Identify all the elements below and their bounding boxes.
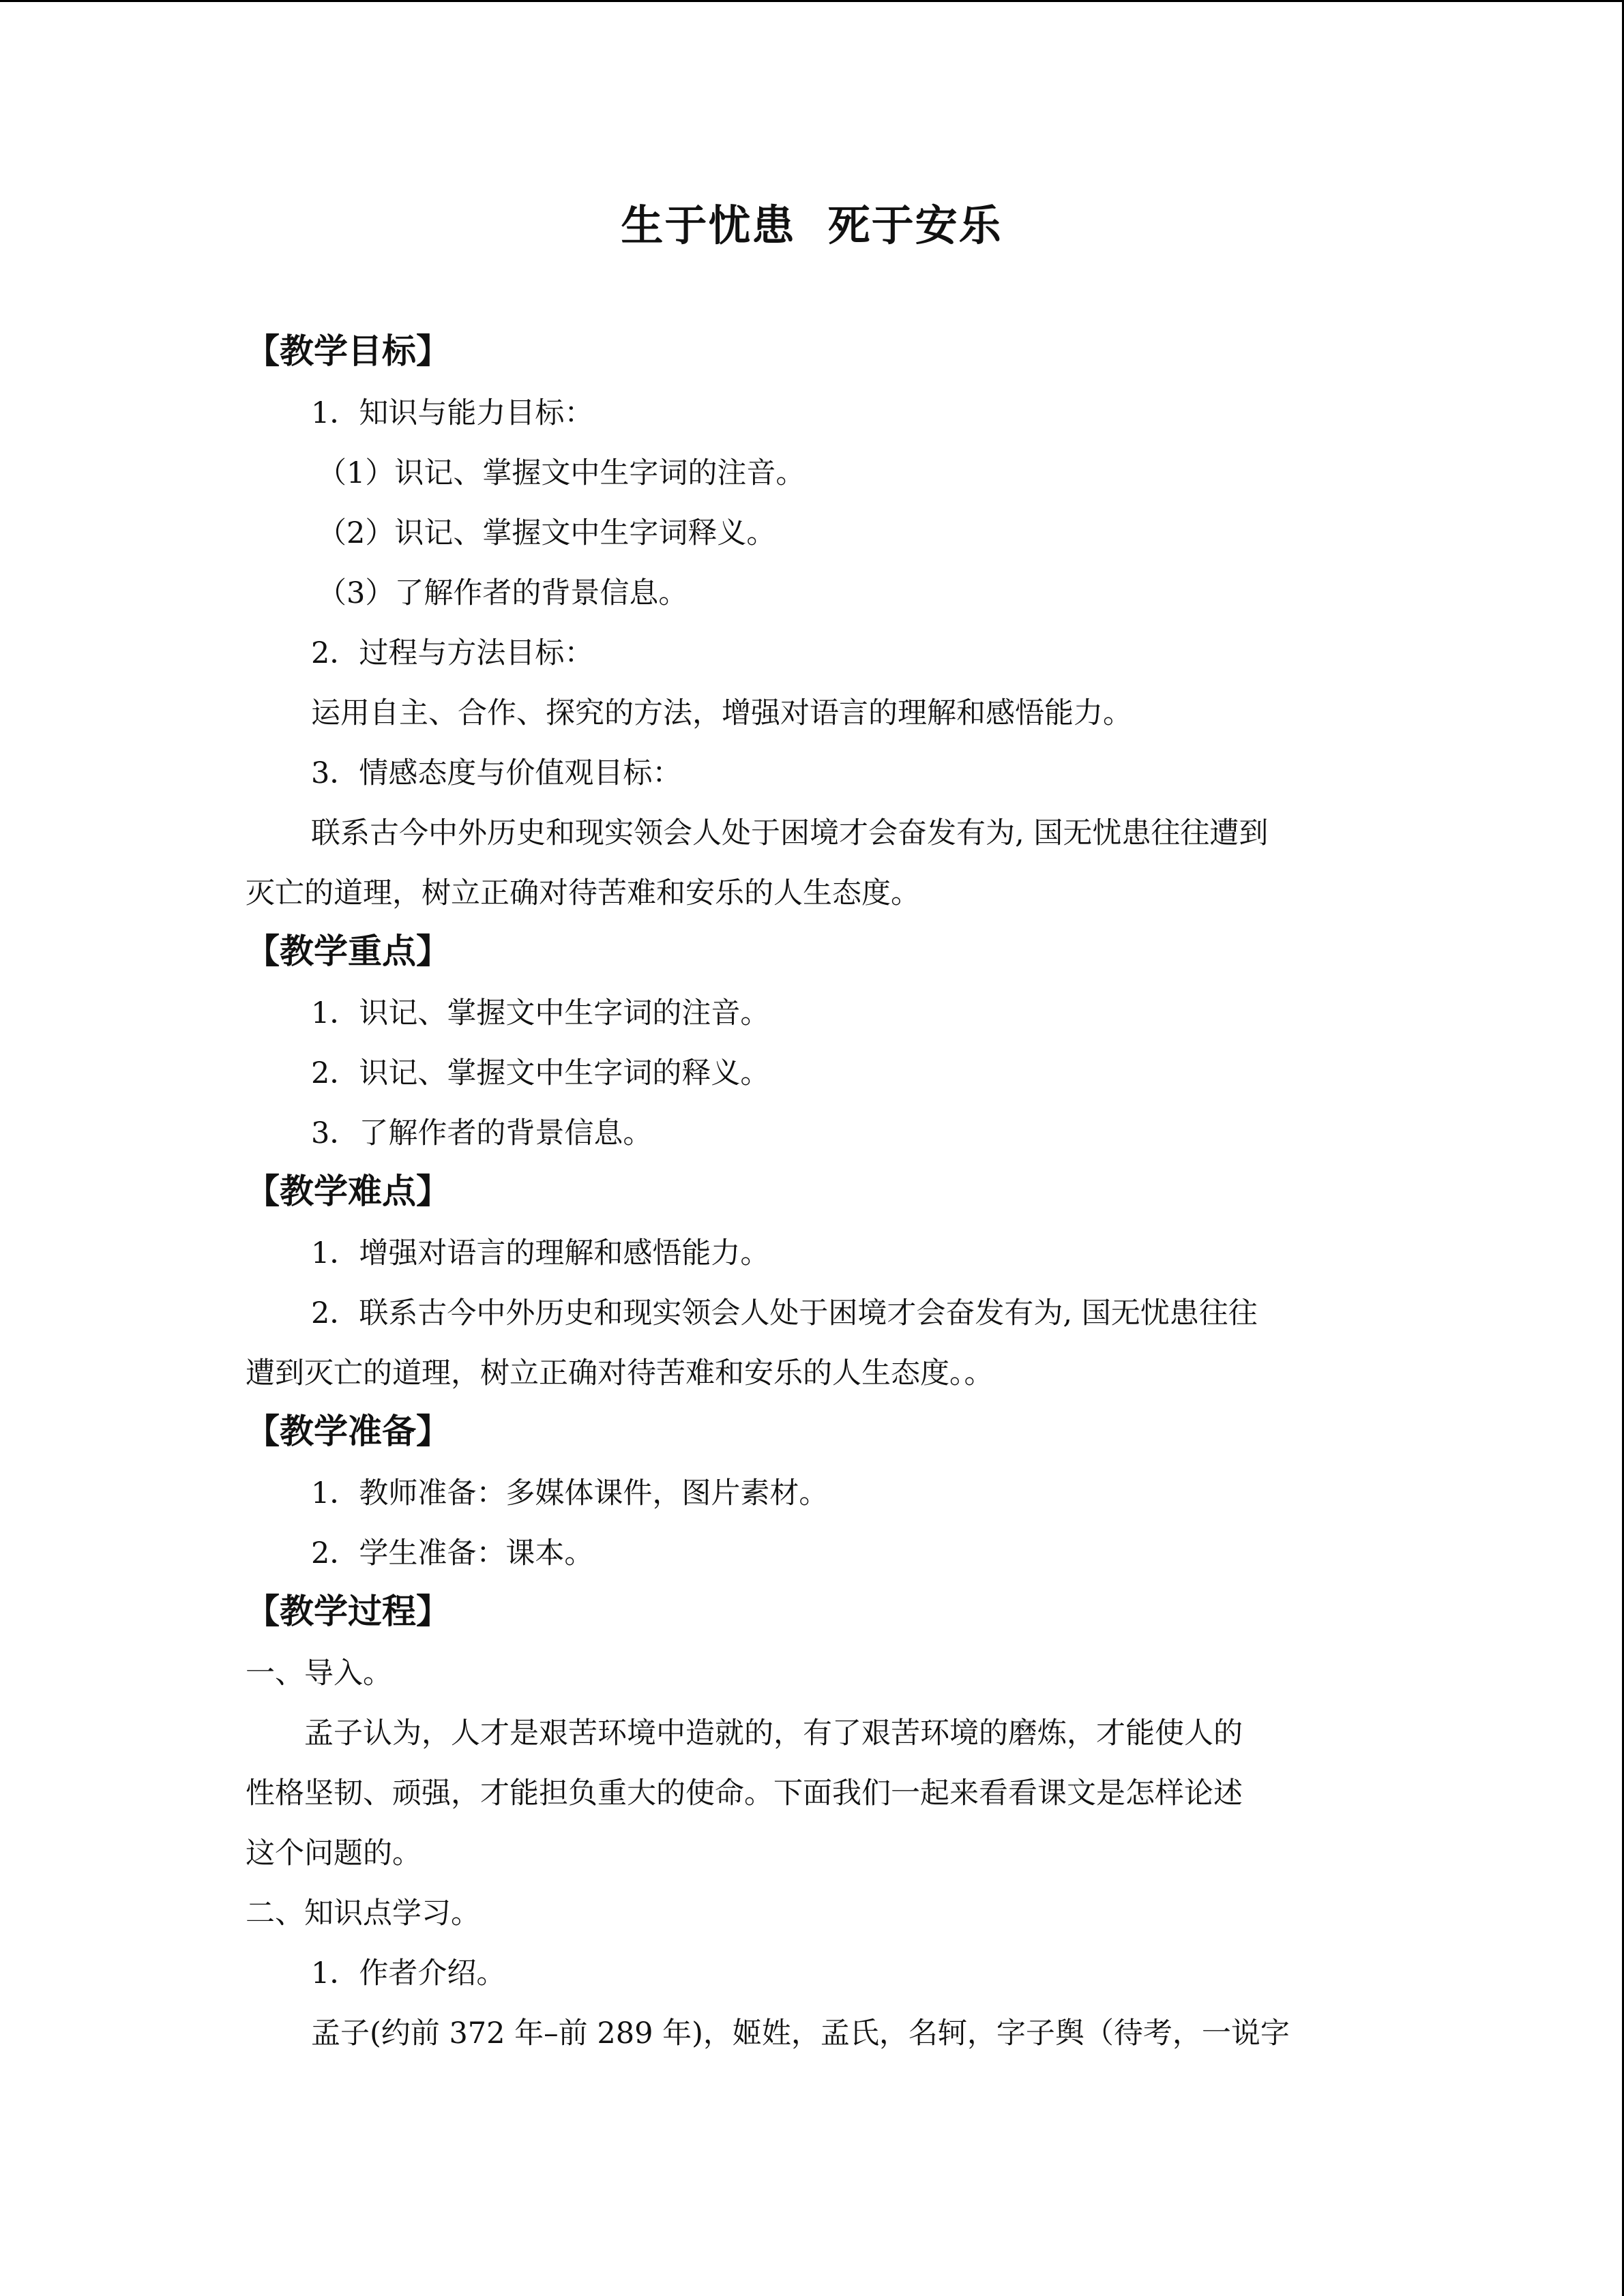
heading-preparation: 【教学准备】: [246, 1412, 450, 1451]
objective-item-3-text-line-1: 联系古今中外历史和现实领会人处于困境才会奋发有为, 国无忧患往往遭到: [311, 816, 1269, 850]
process-intro-line-3: 这个问题的。: [246, 1836, 422, 1870]
objective-sub-2: （2）识记、掌握文中生字词释义。: [317, 516, 776, 550]
process-part-2: 二、知识点学习。: [246, 1896, 480, 1930]
key-point-2: 2．识记、掌握文中生字词的释义。: [311, 1056, 770, 1090]
objective-item-3-text-line-2: 灭亡的道理，树立正确对待苦难和安乐的人生态度。: [246, 876, 920, 910]
process-part-2-item-1: 1．作者介绍。: [311, 1956, 506, 1991]
preparation-2: 2．学生准备：课本。: [311, 1536, 594, 1570]
preparation-1: 1．教师准备：多媒体课件，图片素材。: [311, 1476, 829, 1510]
difficulty-2-line-1: 2．联系古今中外历史和现实领会人处于困境才会奋发有为, 国无忧患往往: [311, 1296, 1258, 1330]
heading-process: 【教学过程】: [246, 1592, 450, 1631]
process-intro-line-1: 孟子认为，人才是艰苦环境中造就的，有了艰苦环境的磨炼，才能使人的: [304, 1716, 1243, 1750]
document-title: 生于忧患 死于安乐: [621, 200, 1003, 250]
objective-item-3: 3．情感态度与价值观目标：: [311, 756, 682, 790]
page-border-top: [0, 0, 1624, 2]
process-intro-line-2: 性格坚韧、顽强，才能担负重大的使命。下面我们一起来看看课文是怎样论述: [246, 1776, 1243, 1810]
heading-key-points: 【教学重点】: [246, 931, 450, 971]
objective-item-1: 1．知识与能力目标：: [311, 396, 594, 430]
heading-difficulties: 【教学难点】: [246, 1172, 450, 1211]
difficulty-2-line-2: 遭到灭亡的道理，树立正确对待苦难和安乐的人生态度。。: [246, 1356, 994, 1390]
objective-sub-1: （1）识记、掌握文中生字词的注音。: [317, 456, 806, 490]
process-part-1: 一、导入。: [246, 1656, 392, 1690]
key-point-3: 3．了解作者的背景信息。: [311, 1116, 653, 1150]
heading-objectives: 【教学目标】: [246, 331, 450, 371]
objective-item-2: 2．过程与方法目标：: [311, 636, 594, 670]
difficulty-1: 1．增强对语言的理解和感悟能力。: [311, 1236, 770, 1270]
author-intro-line-1: 孟子(约前 372 年–前 289 年)，姬姓，孟氏，名轲，字子舆（待考，一说字: [311, 2016, 1290, 2051]
objective-sub-3: （3）了解作者的背景信息。: [317, 576, 688, 610]
key-point-1: 1．识记、掌握文中生字词的注音。: [311, 996, 770, 1030]
objective-item-2-text: 运用自主、合作、探究的方法，增强对语言的理解和感悟能力。: [311, 696, 1132, 730]
